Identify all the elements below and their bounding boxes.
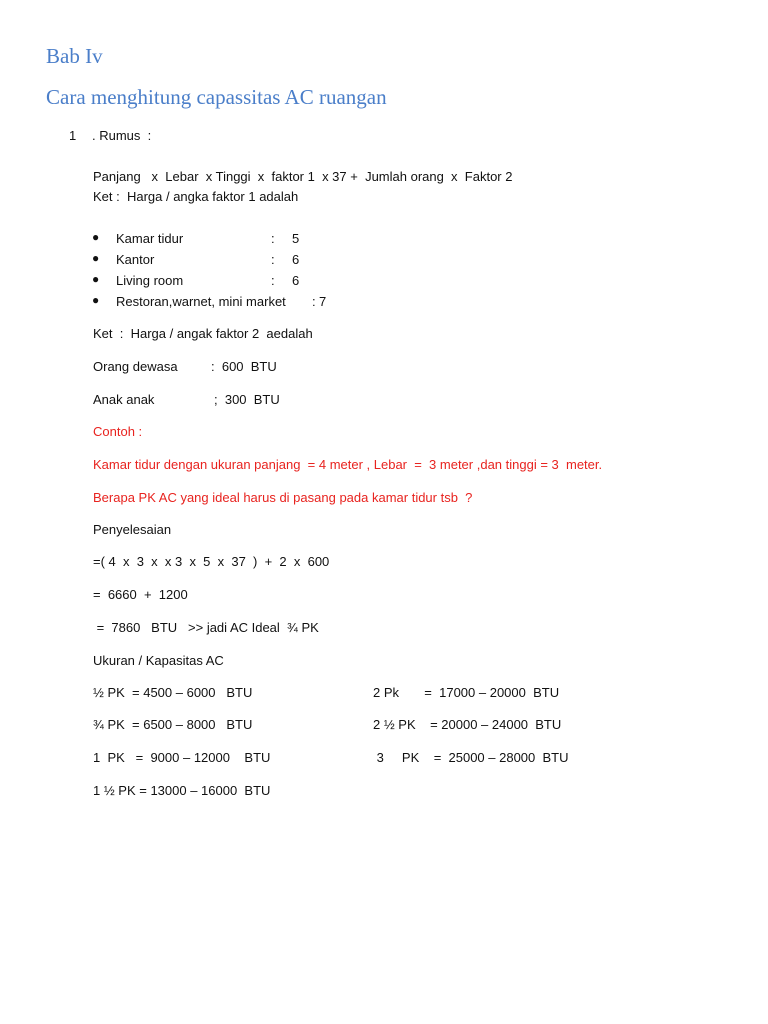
solution-label: Penyelesaian xyxy=(93,522,172,537)
separator: : xyxy=(271,252,275,267)
factor1-note: Ket : Harga / angka faktor 1 adalah xyxy=(93,189,299,204)
factor-value: 6 xyxy=(292,273,300,288)
formula-text: Panjang x Lebar x Tinggi x faktor 1 x 37 + Jumlah orang x Faktor 2 xyxy=(93,169,513,184)
capacity-row-right: 2 Pk = 17000 – 20000 BTU xyxy=(373,685,560,700)
factor-value: 7 xyxy=(319,294,327,309)
example-problem: Kamar tidur dengan ukuran panjang = 4 meter , Lebar = 3 meter ,dan tinggi = 3 meter. xyxy=(93,457,603,472)
example-label: Contoh : xyxy=(93,424,143,439)
room-label: Kantor xyxy=(116,252,155,267)
capacity-row-left: ¾ PK = 6500 – 8000 BTU xyxy=(93,717,253,732)
capacity-row-right: 2 ½ PK = 20000 – 24000 BTU xyxy=(373,717,562,732)
room-label: Living room xyxy=(116,273,184,288)
child-label: Anak anak xyxy=(93,392,155,407)
bullet-icon: ● xyxy=(92,293,100,307)
adult-value: : 600 BTU xyxy=(211,359,277,374)
section-number: 1 xyxy=(69,128,77,143)
capacity-row-left: ½ PK = 4500 – 6000 BTU xyxy=(93,685,253,700)
capacity-title: Ukuran / Kapasitas AC xyxy=(93,653,224,668)
solution-step-1: =( 4 x 3 x x 3 x 5 x 37 ) + 2 x 600 xyxy=(93,554,330,569)
factor-value: 5 xyxy=(292,231,300,246)
room-label: Restoran,warnet, mini market xyxy=(116,294,286,309)
room-label: Kamar tidur xyxy=(116,231,184,246)
bullet-icon: ● xyxy=(92,251,100,265)
separator: : xyxy=(271,273,275,288)
factor-value: 6 xyxy=(292,252,300,267)
solution-step-3: = 7860 BTU >> jadi AC Ideal ¾ PK xyxy=(93,620,319,635)
factor2-note: Ket : Harga / angak faktor 2 aedalah xyxy=(93,326,313,341)
capacity-row-left: 1 PK = 9000 – 12000 BTU xyxy=(93,750,271,765)
separator: : xyxy=(312,294,316,309)
child-value: ; 300 BTU xyxy=(214,392,280,407)
chapter-heading: Bab Iv xyxy=(46,44,103,68)
capacity-row-right: 3 PK = 25000 – 28000 BTU xyxy=(373,750,569,765)
example-question: Berapa PK AC yang ideal harus di pasang pada kamar tidur tsb ? xyxy=(93,490,473,505)
bullet-icon: ● xyxy=(92,230,100,244)
capacity-row-left: 1 ½ PK = 13000 – 16000 BTU xyxy=(93,783,271,798)
solution-step-2: = 6660 + 1200 xyxy=(93,587,188,602)
adult-label: Orang dewasa xyxy=(93,359,178,374)
document-title: Cara menghitung capassitas AC ruangan xyxy=(46,85,387,109)
section-label: . Rumus : xyxy=(92,128,152,143)
bullet-icon: ● xyxy=(92,272,100,286)
separator: : xyxy=(271,231,275,246)
